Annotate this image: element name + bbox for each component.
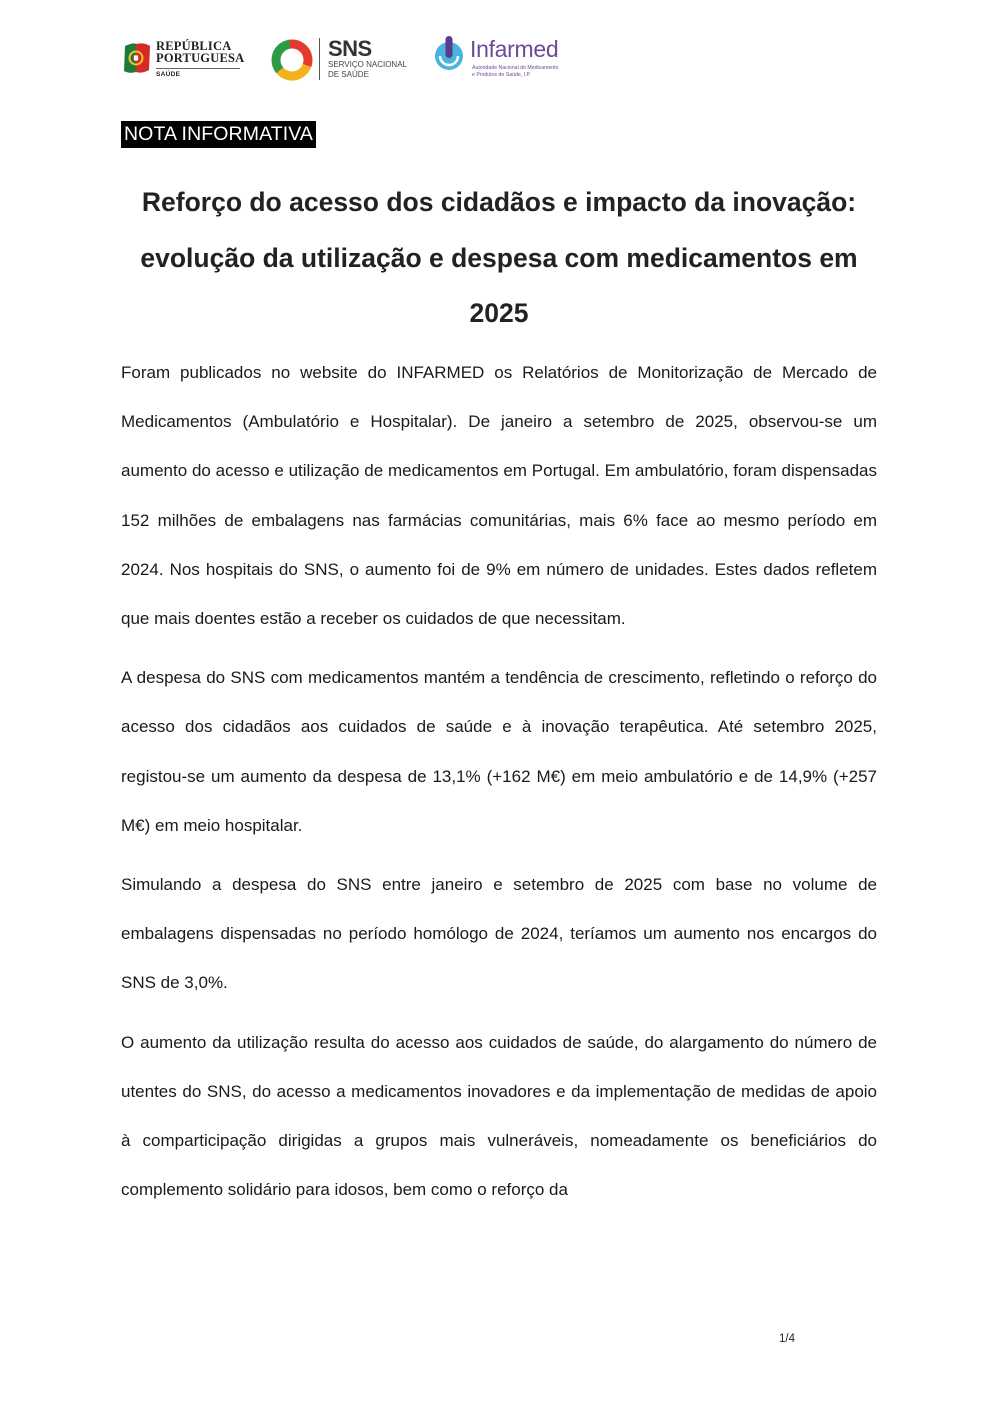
sns-logo: [270, 36, 410, 84]
republica-logo-sub: SAÚDE: [156, 71, 181, 78]
republica-logo-line2: PORTUGUESA: [156, 50, 245, 65]
document-title: Reforço do acesso dos cidadãos e impacto da inovação: evolução da utilização e despesa com medicamentos em 2025: [140, 187, 858, 328]
infarmed-logo-sub: [472, 65, 582, 78]
nota-informativa-label: NOTA INFORMATIVA: [121, 121, 316, 148]
sns-logo-title: SNS: [328, 36, 372, 61]
body-paragraph-2: A despesa do SNS com medicamentos mantém a tendência de crescimento, refletindo o reforço do acesso dos cidadãos aos cuidados de saúde e à inovação terapêutica. Até setembro 2025, registou-se um aumento da despesa de 13,1% (+162 M€) em meio ambulatório e de 14,9% (+257 M€) em meio hospitalar.: [121, 668, 877, 835]
page-number: 1/4: [779, 1333, 795, 1345]
republica-portuguesa-logo: [122, 38, 247, 82]
infarmed-logo-sub-line1: Autoridade Nacional do Medicamento: [472, 65, 559, 71]
body-paragraph-4: O aumento da utilização resulta do acesso aos cuidados de saúde, do alargamento do número de utentes do SNS, do acesso a medicamentos inovadores e da implementação de medidas de apoio à comparticipação dirigidas a grupos mais vulneráveis, nomeadamente os beneficiários do complemento solidário para idosos, bem como o reforço da: [121, 1032, 877, 1200]
sns-logo-sub: [328, 60, 407, 79]
sns-ring-icon: [270, 38, 314, 82]
body-paragraph-3: Simulando a despesa do SNS entre janeiro e setembro de 2025 com base no volume de embalagens dispensadas no período homólogo de 2024, teríamos um aumento nos encargos do SNS de 3,0%.: [121, 875, 877, 993]
republica-logo-divider: [156, 68, 240, 69]
sns-logo-divider: [319, 38, 320, 80]
sns-logo-sub-line2: DE SAÚDE: [328, 69, 369, 79]
republica-logo-text: [156, 41, 244, 64]
sns-logo-sub-line1: SERVIÇO NACIONAL: [328, 60, 407, 69]
header-logos: [122, 34, 582, 86]
infarmed-drop-icon: [432, 36, 468, 74]
infarmed-logo-title: Infarmed: [470, 36, 559, 62]
republica-logo-line1: REPÚBLICA: [156, 39, 232, 53]
infarmed-logo: [432, 34, 582, 84]
portugal-flag-emblem-icon: [122, 42, 152, 76]
document-body: [121, 348, 877, 1224]
infarmed-logo-sub-line2: e Produtos de Saúde, I.P.: [472, 71, 531, 78]
body-paragraph-1: Foram publicados no website do INFARMED os Relatórios de Monitorização de Mercado de Medicamentos (Ambulatório e Hospitalar). De janeiro a setembro de 2025, observou-se um aumento do acesso e utilização de medicamentos em Portugal. Em ambulatório, foram dispensadas 152 milhões de embalagens nas farmácias comunitárias, mais 6% face ao mesmo período em 2024. Nos hospitais do SNS, o aumento foi de 9% em número de unidades. Estes dados refletem que mais doentes estão a receber os cuidados de que necessitam.: [121, 363, 877, 629]
